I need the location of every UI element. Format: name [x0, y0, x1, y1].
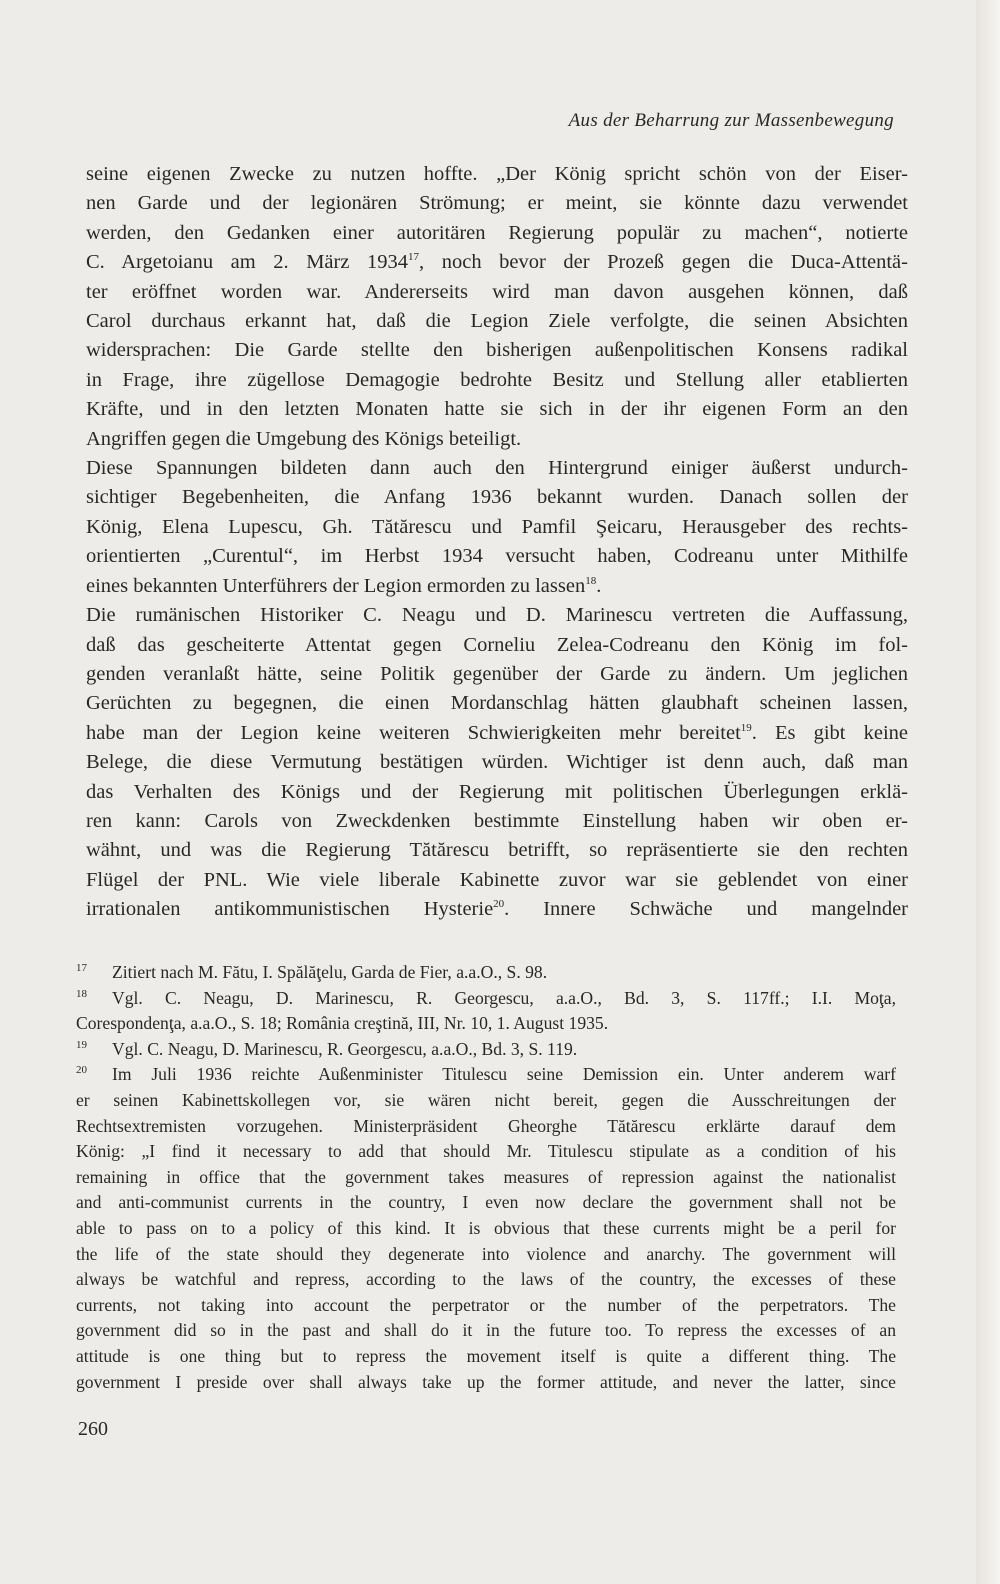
text-segment: habe man der Legion keine weiteren Schwierigkeiten mehr bereitet [86, 721, 741, 744]
footnote-ref-17[interactable]: 17 [408, 251, 420, 264]
text-line: König, Elena Lupescu, Gh. Tătărescu und Pamfil Şeicaru, Herausgeber des rechts- [86, 515, 908, 538]
footnote-line: always be watchful and repress, according to the laws of the country, the excesses of these [76, 1269, 896, 1290]
footnote-line: 19 Vgl. C. Neagu, D. Marinescu, R. Georgescu, a.a.O., Bd. 3, S. 119. [76, 1038, 578, 1059]
text-line: das Verhalten des Königs und der Regierung mit politischen Überlegungen erklä- [86, 780, 908, 803]
text-line: Flügel der PNL. Wie viele liberale Kabinette zuvor war sie geblendet von einer [86, 868, 908, 891]
paragraph-3 [86, 601, 908, 924]
footnote-ref-20[interactable]: 20 [493, 898, 505, 911]
text-line: ter eröffnet worden war. Andererseits wird man davon ausgehen können, daß [86, 280, 908, 303]
text-line: daß das gescheiterte Attentat gegen Corneliu Zelea-Codreanu den König im fol- [86, 633, 908, 656]
text-line: genden veranlaßt hätte, seine Politik gegenüber der Garde zu ändern. Um jeglichen [86, 662, 908, 685]
text-line: sichtiger Begebenheiten, die Anfang 1936 bekannt wurden. Danach sollen der [86, 486, 908, 509]
footnote-line: currents, not taking into account the perpetrator or the number of the perpetrators. The [76, 1294, 896, 1315]
footnote-text: Im Juli 1936 reichte Außenminister Titulescu seine Demission ein. Unter anderem warf [112, 1064, 896, 1085]
footnote-20 [76, 1062, 896, 1395]
text-segment: irrationalen antikommunistischen Hysterie [86, 898, 494, 921]
text-line: wähnt, und was die Regierung Tătărescu betrifft, so repräsentierte sie den rechten [86, 839, 908, 862]
footnote-line: Corespondenţa, a.a.O., S. 18; România creştină, III, Nr. 10, 1. August 1935. [76, 1013, 609, 1034]
footnote-text: Vgl. C. Neagu, D. Marinescu, R. Georgescu, a.a.O., Bd. 3, S. 119. [112, 1038, 578, 1059]
text-segment: C. Argetoianu am 2. März 1934 [86, 251, 409, 274]
footnote-line: remaining in office that the government takes measures of repression against the nationalist [76, 1166, 896, 1187]
footnote-text: Zitiert nach M. Fătu, I. Spălăţelu, Garda de Fier, a.a.O., S. 98. [112, 962, 548, 982]
text-segment: eines bekannten Unterführers der Legion ermorden zu lassen [86, 574, 586, 597]
footnote-line: and anti-communist currents in the country, I even now declare the government shall not be [76, 1192, 896, 1213]
text-segment: . [504, 898, 510, 921]
text-line [86, 895, 908, 924]
text-segment: , noch bevor der Prozeß gegen die Duca-Attentä- [419, 251, 908, 274]
text-line: Diese Spannungen bildeten dann auch den Hintergrund einiger äußerst undurch- [86, 457, 908, 480]
footnotes [76, 960, 896, 1395]
footnote-line: attitude is one thing but to repress the movement itself is quite a different thing. The [76, 1345, 896, 1366]
footnote-ref-19[interactable]: 19 [740, 721, 752, 734]
footnote-line: 20 Im Juli 1936 reichte Außenminister Titulescu seine Demission ein. Unter anderem warf [76, 1064, 896, 1085]
footnote-line: government did so in the past and shall do it in the future too. To repress the excesses of an [76, 1320, 896, 1341]
running-head: Aus der Beharrung zur Massenbewegung [568, 110, 894, 131]
text-line: Carol durchaus erkannt hat, daß die Legion Ziele verfolgte, die seinen Absichten [86, 310, 908, 333]
text-line: seine eigenen Zwecke zu nutzen hoffte. „Der König spricht schön von der Eiser- [86, 163, 908, 185]
text-segment: . [596, 574, 602, 597]
text-line: Angriffen gegen die Umgebung des Königs beteiligt. [86, 427, 522, 450]
main-text [86, 160, 908, 925]
text-line: in Frage, ihre zügellose Demagogie bedrohte Besitz und Stellung aller etablierten [86, 368, 908, 391]
footnote-line: Rechtsextremisten vorzugehen. Ministerpräsident Gheorghe Tătărescu erklärte darauf dem [76, 1115, 896, 1136]
footnote-line: the life of the state should they degenerate into violence and anarchy. The government will [76, 1243, 896, 1264]
footnote-line: government I preside over shall always take up the former attitude, and never the latter, since [76, 1371, 896, 1392]
text-line: ren kann: Carols von Zweckdenken bestimmte Einstellung haben wir oben er- [86, 809, 908, 832]
text-line [86, 248, 908, 277]
footnote-line: 18 Vgl. C. Neagu, D. Marinescu, R. Georgescu, a.a.O., Bd. 3, S. 117ff.; I.I. Moţa, [76, 987, 896, 1008]
footnote-17 [76, 960, 896, 986]
text-segment: . Es gibt keine [751, 721, 908, 744]
footnote-line: König: „I find it necessary to add that should Mr. Titulescu stipulate as a condition of his [76, 1141, 896, 1162]
footnote-19 [76, 1037, 896, 1063]
footnote-line: er seinen Kabinettskollegen vor, sie wären nicht bereit, gegen die Ausschreitungen der [76, 1089, 896, 1110]
text-line: Gerüchten zu begegnen, die einen Mordanschlag hätten glaubhaft scheinen lassen, [86, 692, 908, 715]
paragraph-1 [86, 160, 908, 454]
text-line [86, 719, 908, 748]
footnote-text: Vgl. C. Neagu, D. Marinescu, R. Georgescu, a.a.O., Bd. 3, S. 117ff.; I.I. Moţa, [112, 987, 896, 1008]
text-line [86, 572, 908, 601]
text-segment: Innere Schwäche und mangelnder [543, 898, 908, 921]
footnote-ref-18[interactable]: 18 [585, 574, 597, 587]
text-line: widersprachen: Die Garde stellte den bisherigen außenpolitischen Konsens radikal [86, 339, 908, 362]
page-edge [976, 0, 1000, 1584]
text-line: Die rumänischen Historiker C. Neagu und D. Marinescu vertreten die Auffassung, [86, 604, 908, 627]
footnote-line: able to pass on to a policy of this kind. It is obvious that these currents might be a peril for [76, 1217, 896, 1238]
text-line: Belege, die diese Vermutung bestätigen würden. Wichtiger ist denn auch, daß man [86, 751, 908, 774]
text-line: werden, den Gedanken einer autoritären Regierung populär zu machen“, notierte [86, 221, 908, 244]
page-number: 260 [78, 1418, 108, 1440]
text-line: orientierten „Curentul“, im Herbst 1934 versucht haben, Codreanu unter Mithilfe [86, 545, 908, 568]
text-line: nen Garde und der legionären Strömung; er meint, sie könnte dazu verwendet [86, 192, 908, 215]
paragraph-2 [86, 454, 908, 601]
text-line: Kräfte, und in den letzten Monaten hatte sie sich in der ihr eigenen Form an den [86, 398, 908, 421]
footnote-18 [76, 986, 896, 1037]
footnote-line: 17 Zitiert nach M. Fătu, I. Spălăţelu, Garda de Fier, a.a.O., S. 98. [76, 962, 548, 982]
